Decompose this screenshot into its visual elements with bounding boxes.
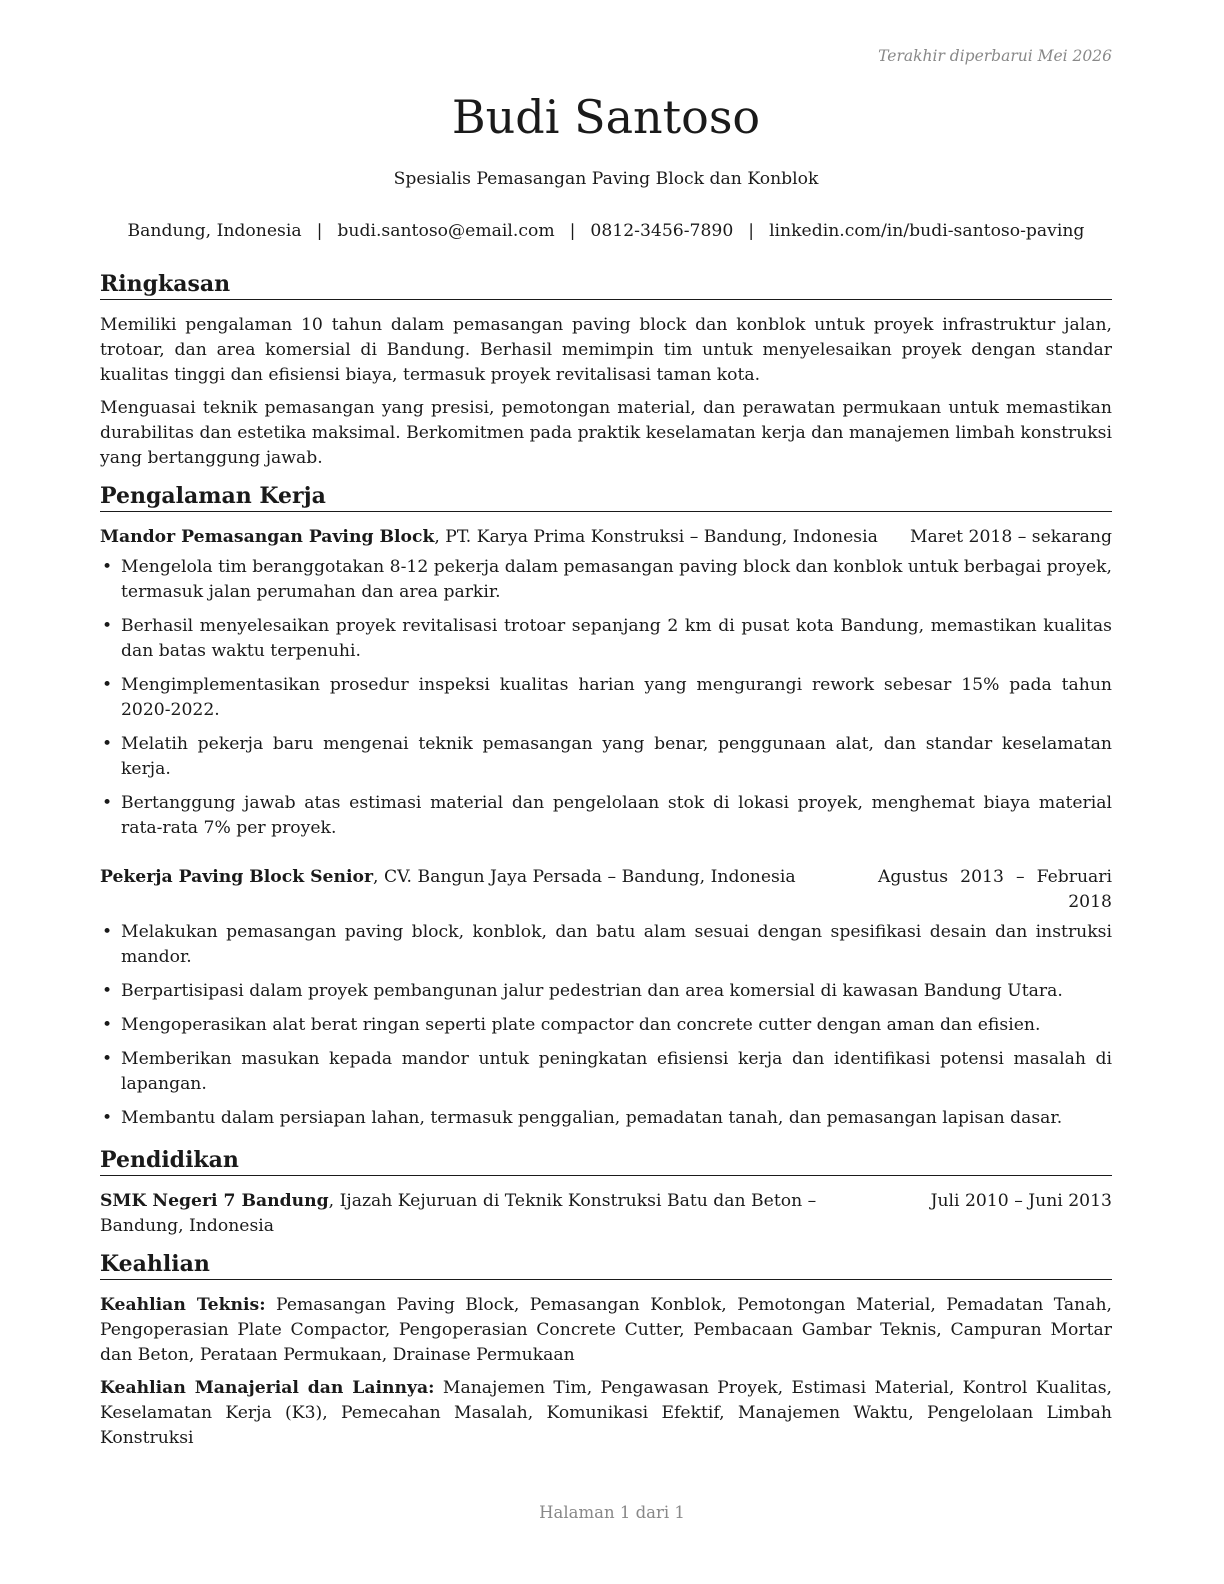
list-item: • Melatih pekerja baru mengenai teknik pemasangan yang benar, penggunaan alat, dan standar keselamatan kerja. bbox=[100, 732, 1112, 782]
education-school: SMK Negeri 7 Bandung bbox=[100, 1191, 329, 1211]
last-updated: Terakhir diperbarui Mei 2026 bbox=[878, 47, 1112, 65]
section-title: Pengalaman Kerja bbox=[100, 481, 1112, 512]
job-heading bbox=[100, 865, 878, 915]
contact-line bbox=[100, 219, 1112, 244]
education-heading bbox=[100, 1189, 931, 1239]
job-heading bbox=[100, 525, 910, 550]
candidate-tagline: Spesialis Pemasangan Paving Block dan Konblok bbox=[393, 169, 819, 189]
technical-skills-list: Pemasangan Paving Block, Pemasangan Konblok, Pemotongan Material, Pemadatan Tanah, Pengoperasian Plate Compactor, Pengoperasian Concrete Cutter, Pembacaan Gambar Teknis, Campuran Mortar dan Beton, Perataan Permukaan, Drainase Permukaan bbox=[100, 1295, 1113, 1365]
job-company: , CV. Bangun Jaya Persada – Bandung, Indonesia bbox=[373, 867, 796, 887]
contact-phone: 0812-3456-7890 bbox=[590, 221, 734, 241]
list-item: • Berpartisipasi dalam proyek pembangunan jalur pedestrian dan area komersial di kawasan Bandung Utara. bbox=[100, 979, 1112, 1004]
contact-linkedin[interactable]: linkedin.com/in/budi-santoso-paving bbox=[769, 221, 1085, 241]
job-position: Pekerja Paving Block Senior bbox=[100, 867, 374, 887]
job-header bbox=[100, 525, 1112, 550]
list-item: • Melakukan pemasangan paving block, konblok, dan batu alam sesuai dengan spesifikasi desain dan instruksi mandor. bbox=[100, 920, 1112, 970]
section-title: Pendidikan bbox=[100, 1145, 1112, 1176]
summary-section bbox=[100, 269, 1112, 471]
section-title: Ringkasan bbox=[100, 269, 1112, 300]
job-dates: Agustus 2013 – Februari 2018 bbox=[878, 867, 1112, 912]
contact-email[interactable]: budi.santoso@email.com bbox=[337, 221, 555, 241]
education-detail: , Ijazah Kejuruan di Teknik Konstruksi Batu dan Beton – Bandung, Indonesia bbox=[100, 1191, 817, 1236]
job-company: , PT. Karya Prima Konstruksi – Bandung, Indonesia bbox=[434, 527, 878, 547]
page-number: Halaman 1 dari 1 bbox=[539, 1503, 685, 1522]
contact-separator: | bbox=[569, 221, 576, 241]
job-header bbox=[100, 865, 1112, 915]
list-item: • Membantu dalam persiapan lahan, termasuk penggalian, pemadatan tanah, dan pemasangan lapisan dasar. bbox=[100, 1106, 1112, 1131]
contact-separator: | bbox=[748, 221, 755, 241]
education-section bbox=[100, 1145, 1112, 1239]
list-item: • Mengelola tim beranggotakan 8-12 pekerja dalam pemasangan paving block dan konblok untuk berbagai proyek, termasuk jalan perumahan dan area parkir. bbox=[100, 555, 1112, 605]
job-bullets bbox=[100, 555, 1112, 841]
managerial-skills bbox=[100, 1376, 1112, 1451]
managerial-skills-list: Manajemen Tim, Pengawasan Proyek, Estimasi Material, Kontrol Kualitas, Keselamatan Kerja (K3), Pemecahan Masalah, Komunikasi Efektif, Manajemen Waktu, Pengelolaan Limbah Konstruksi bbox=[100, 1378, 1112, 1448]
candidate-name: Budi Santoso bbox=[451, 90, 761, 144]
skills-section bbox=[100, 1249, 1112, 1451]
list-item: • Mengimplementasikan prosedur inspeksi kualitas harian yang mengurangi rework sebesar 15% pada tahun 2020-2022. bbox=[100, 673, 1112, 723]
technical-skills-label: Keahlian Teknis: bbox=[100, 1295, 266, 1315]
section-title: Keahlian bbox=[100, 1249, 1112, 1280]
job-bullets bbox=[100, 920, 1112, 1131]
list-item: • Mengoperasikan alat berat ringan seperti plate compactor dan concrete cutter dengan aman dan efisien. bbox=[100, 1013, 1112, 1038]
summary-paragraph: Menguasai teknik pemasangan yang presisi, pemotongan material, dan perawatan permukaan untuk memastikan durabilitas dan estetika maksimal. Berkomitmen pada praktik keselamatan kerja dan manajemen limbah konstruksi yang bertanggung jawab. bbox=[100, 398, 1112, 468]
summary-paragraph: Memiliki pengalaman 10 tahun dalam pemasangan paving block dan konblok untuk proyek infrastruktur jalan, trotoar, dan area komersial di Bandung. Berhasil memimpin tim untuk menyelesaikan proyek dengan standar kualitas tinggi dan efisiensi biaya, termasuk proyek revitalisasi taman kota. bbox=[100, 315, 1112, 385]
resume-content bbox=[100, 269, 1112, 1461]
job-position: Mandor Pemasangan Paving Block bbox=[100, 527, 435, 547]
managerial-skills-label: Keahlian Manajerial dan Lainnya: bbox=[100, 1378, 435, 1398]
education-header bbox=[100, 1189, 1112, 1239]
technical-skills bbox=[100, 1293, 1112, 1368]
list-item: • Berhasil menyelesaikan proyek revitalisasi trotoar sepanjang 2 km di pusat kota Bandung, memastikan kualitas dan batas waktu terpenuhi. bbox=[100, 614, 1112, 664]
contact-separator: | bbox=[316, 221, 323, 241]
contact-location: Bandung, Indonesia bbox=[127, 221, 302, 241]
list-item: • Memberikan masukan kepada mandor untuk peningkatan efisiensi kerja dan identifikasi potensi masalah di lapangan. bbox=[100, 1047, 1112, 1097]
job-dates: Maret 2018 – sekarang bbox=[909, 527, 1112, 547]
experience-section bbox=[100, 481, 1112, 1131]
list-item: • Bertanggung jawab atas estimasi material dan pengelolaan stok di lokasi proyek, menghemat biaya material rata-rata 7% per proyek. bbox=[100, 791, 1112, 841]
education-dates: Juli 2010 – Juni 2013 bbox=[930, 1191, 1112, 1211]
